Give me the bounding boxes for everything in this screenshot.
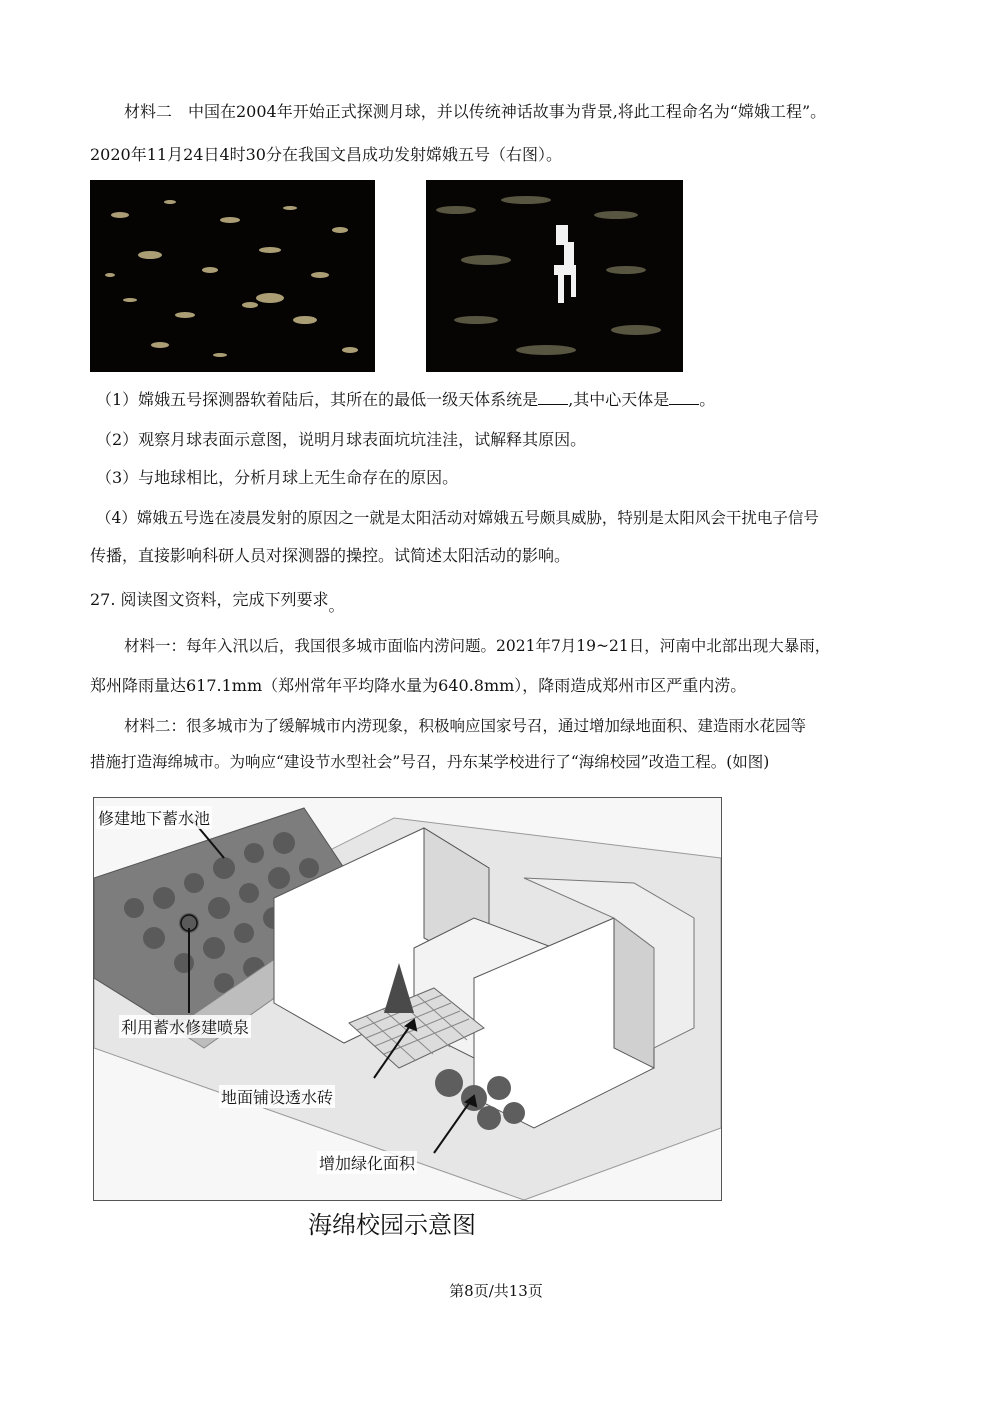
q27-material2-line1: 材料二：很多城市为了缓解城市内涝现象，积极响应国家号召，通过增加绿地面积、建造雨水花园等 <box>124 717 807 735</box>
answer-blank-2[interactable] <box>669 390 699 405</box>
question-1 <box>96 390 715 410</box>
change5-photo <box>426 180 683 372</box>
question-4-line2: 传播，直接影响科研人员对探测器的操控。试简述太阳活动的影响。 <box>90 546 571 565</box>
label-fountain: 利用蓄水修建喷泉 <box>119 1015 251 1038</box>
question-27-title <box>90 590 345 615</box>
question-1-text-3: 。 <box>699 390 716 409</box>
sponge-campus-diagram <box>93 797 722 1201</box>
question-27-title-mark: 。 <box>328 596 345 615</box>
q27-material2-line2: 措施打造海绵城市。为响应“建设节水型社会”号召，丹东某学校进行了“海绵校园”改造工程。(如图) <box>90 753 770 771</box>
label-underground-pool: 修建地下蓄水池 <box>96 806 212 829</box>
material2-line2: 2020年11月24日4时30分在我国文昌成功发射嫦娥五号（右图）。 <box>90 145 562 164</box>
question-1-text: （1）嫦娥五号探测器软着陆后，其所在的最低一级天体系统是 <box>96 390 539 409</box>
material2-line1: 材料二 中国在2004年开始正式探测月球，并以传统神话故事为背景,将此工程命名为“嫦娥工程”。 <box>124 102 827 121</box>
question-1-text-2: ,其中心天体是 <box>568 390 670 409</box>
q27-material1-line2: 郑州降雨量达617.1mm（郑州常年平均降水量为640.8mm），降雨造成郑州市区严重内涝。 <box>90 676 747 695</box>
label-permeable-brick: 地面铺设透水砖 <box>219 1085 335 1108</box>
label-greening-area: 增加绿化面积 <box>317 1151 417 1174</box>
change5-image <box>426 180 683 372</box>
page-footer: 第8页/共13页 <box>449 1282 543 1300</box>
diagram-caption: 海绵校园示意图 <box>308 1211 476 1239</box>
q27-material1-line1: 材料一：每年入汛以后，我国很多城市面临内涝问题。2021年7月19~21日，河南中北部出现大暴雨， <box>124 637 831 655</box>
question-2: （2）观察月球表面示意图，说明月球表面坑坑洼洼，试解释其原因。 <box>96 430 587 449</box>
lunar-surface-image <box>90 180 375 372</box>
sponge-campus-illustration <box>94 798 721 1200</box>
lunar-surface-photo <box>90 180 375 372</box>
question-3: （3）与地球相比，分析月球上无生命存在的原因。 <box>96 468 459 487</box>
question-27-title-text: 27. 阅读图文资料，完成下列要求 <box>90 590 329 609</box>
answer-blank-1[interactable] <box>538 390 568 405</box>
question-4-line1: （4）嫦娥五号选在凌晨发射的原因之一就是太阳活动对嫦娥五号颇具威胁，特别是太阳风会干扰电子信号 <box>96 509 819 527</box>
